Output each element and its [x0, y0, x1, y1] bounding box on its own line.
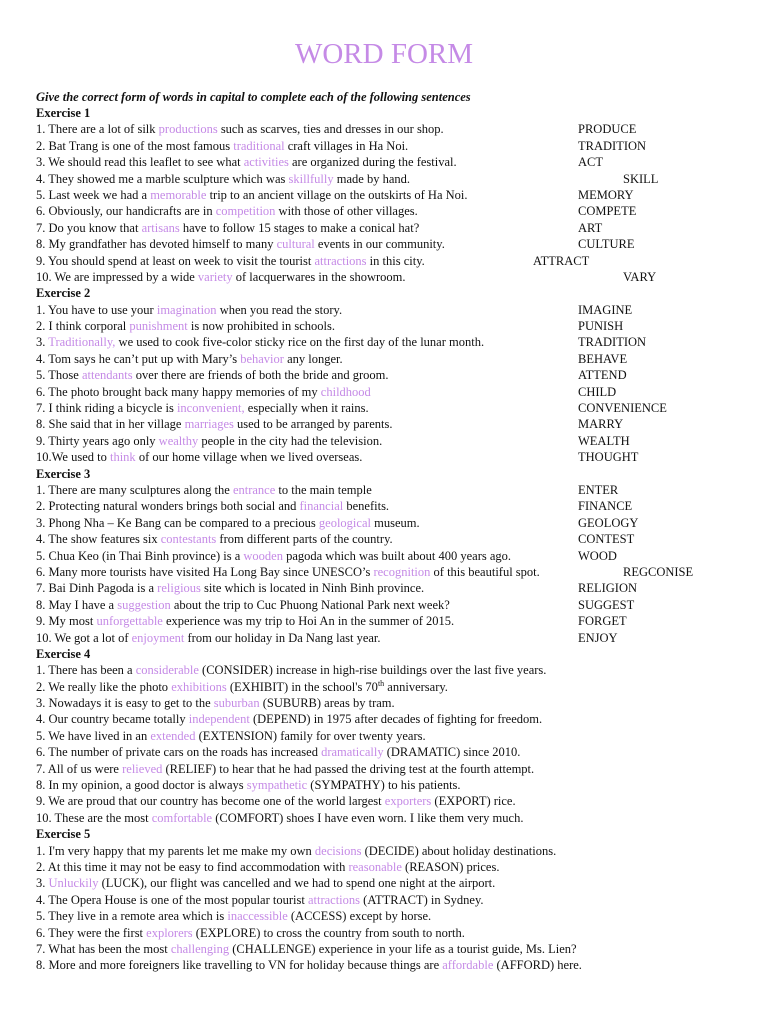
- sentence-text: 1. There are many sculptures along the entrance to the main temple: [36, 482, 372, 497]
- answer-word: Unluckily: [48, 876, 99, 891]
- exercise-heading-row: [0, 285, 768, 301]
- sentence-text: 10.We used to think of our home village when we lived overseas.: [36, 450, 363, 465]
- sentence-text: 1. You have to use your imagination when you read the story.: [36, 302, 343, 317]
- keyword-capital: GEOLOGY: [578, 515, 639, 530]
- exercise-item: [0, 630, 768, 646]
- exercise-item: [0, 236, 768, 252]
- exercise-heading: Exercise 5: [36, 827, 91, 842]
- sentence-text: 9. My most unforgettable experience was my trip to Hoi An in the summer of 2015.: [36, 614, 455, 629]
- answer-word: recognition: [373, 564, 431, 579]
- answer-word: traditional: [233, 138, 285, 153]
- answer-word: memorable: [150, 187, 207, 202]
- keyword-capital: SKILL: [623, 171, 659, 186]
- answer-word: geological: [318, 515, 371, 530]
- sentence-text: 6. Many more tourists have visited Ha Long Bay since UNESCO’s recognition of this beautiful spot.: [36, 564, 540, 579]
- keyword-capital: VARY: [623, 269, 657, 284]
- answer-word: marriages: [184, 417, 234, 432]
- exercise-item: [0, 728, 768, 744]
- exercise-item: [0, 138, 768, 154]
- sentence-text: 8. My grandfather has devoted himself to many cultural events in our community.: [36, 237, 445, 252]
- sentence-text: 6. The number of private cars on the roads has increased dramatically (DRAMATIC) since 2010.: [36, 745, 521, 760]
- keyword-capital: PUNISH: [578, 319, 624, 334]
- exercise-item: [0, 941, 768, 957]
- page-title: WORD FORM: [294, 38, 474, 70]
- keyword-capital: ACT: [578, 155, 603, 170]
- answer-word: productions: [158, 122, 218, 137]
- answer-word: exporters: [384, 794, 432, 809]
- exercise-item: [0, 351, 768, 367]
- exercise-item: [0, 334, 768, 350]
- sentence-text: 7. Bai Dinh Pagoda is a religious site which is located in Ninh Binh province.: [36, 581, 425, 596]
- answer-word: explorers: [146, 925, 193, 940]
- exercise-heading: Exercise 3: [36, 466, 91, 481]
- exercise-item: [0, 777, 768, 793]
- keyword-capital: TRADITION: [578, 138, 647, 153]
- keyword-capital: ART: [578, 220, 603, 235]
- exercise-item: [0, 367, 768, 383]
- exercise-item: [0, 695, 768, 711]
- answer-word: affordable: [442, 958, 494, 973]
- instruction-text: Give the correct form of words in capital to complete each of the following sentences: [36, 90, 471, 104]
- sentence-text: 5. Those attendants over there are friends of both the bride and groom.: [36, 368, 389, 383]
- sentence-text: 8. May I have a suggestion about the trip to Cuc Phuong National Park next week?: [36, 597, 450, 612]
- sentence-text: 3. Nowadays it is easy to get to the suburban (SUBURB) areas by tram.: [36, 696, 395, 711]
- sentence-text: 5. Last week we had a memorable trip to an ancient village on the outskirts of Ha Noi.: [36, 187, 468, 202]
- exercise-item: [0, 925, 768, 941]
- sentence-text: 2. We really like the photo exhibitions (EXHIBIT) in the school's 70th anniversary.: [36, 678, 448, 694]
- answer-word: attendants: [81, 368, 133, 383]
- keyword-capital: CULTURE: [578, 237, 635, 252]
- answer-word: enjoyment: [131, 630, 185, 645]
- ordinal-suffix: th: [377, 678, 385, 688]
- exercise-item: [0, 400, 768, 416]
- sentence-text: 5. They live in a remote area which is inaccessible (ACCESS) except by horse.: [36, 909, 432, 924]
- keyword-capital: REGCONISE: [623, 564, 694, 579]
- exercise-item: [0, 662, 768, 678]
- sentence-text: 9. Thirty years ago only wealthy people in the city had the television.: [36, 433, 383, 448]
- keyword-capital: WEALTH: [578, 433, 630, 448]
- sentence-text: 1. I'm very happy that my parents let me make my own decisions (DECIDE) about holiday destinations.: [36, 843, 557, 858]
- sentence-text: 5. We have lived in an extended (EXTENSION) family for over twenty years.: [36, 728, 426, 743]
- sentence-text: 4. The Opera House is one of the most popular tourist attractions (ATTRACT) in Sydney.: [36, 892, 484, 907]
- sentence-text: 2. Bat Trang is one of the most famous traditional craft villages in Ha Noi.: [36, 138, 409, 153]
- exercise-item: [0, 498, 768, 514]
- exercise-heading-row: [0, 646, 768, 662]
- exercise-item: [0, 203, 768, 219]
- sentence-text: 7. I think riding a bicycle is inconvenient, especially when it rains.: [36, 401, 369, 416]
- keyword-capital: CONVENIENCE: [578, 401, 667, 416]
- sentence-text: 1. There has been a considerable (CONSIDER) increase in high-rise buildings over the last five years.: [36, 663, 547, 678]
- keyword-capital: CONTEST: [578, 532, 635, 547]
- answer-word: dramatically: [321, 745, 384, 760]
- answer-word: inconvenient,: [176, 401, 245, 416]
- answer-word: think: [109, 450, 136, 465]
- answer-word: wealthy: [158, 433, 199, 448]
- sentence-text: 9. You should spend at least on week to visit the tourist attractions in this city.: [36, 253, 425, 268]
- answer-word: contestants: [160, 532, 217, 547]
- sentence-text: 3. Phong Nha – Ke Bang can be compared to a precious geological museum.: [36, 515, 420, 530]
- sentence-text: 10. We are impressed by a wide variety of lacquerwares in the showroom.: [36, 269, 406, 284]
- sentence-text: 1. There are a lot of silk productions such as scarves, ties and dresses in our shop.: [36, 122, 444, 137]
- exercise-heading: Exercise 4: [36, 646, 91, 661]
- exercise-heading: Exercise 2: [36, 286, 91, 301]
- exercise-item: [0, 433, 768, 449]
- exercise-item: [0, 548, 768, 564]
- answer-word: considerable: [135, 663, 199, 678]
- sentence-text: 10. These are the most comfortable (COMFORT) shoes I have even worn. I like them very much.: [36, 810, 524, 825]
- sentence-text: 7. All of us were relieved (RELIEF) to hear that he had passed the driving test at the fourth attempt.: [36, 761, 535, 776]
- exercise-item: [0, 744, 768, 760]
- answer-word: variety: [197, 269, 233, 284]
- exercise-item: [0, 269, 768, 285]
- answer-word: challenging: [170, 941, 230, 956]
- keyword-capital: BEHAVE: [578, 351, 628, 366]
- exercise-item: [0, 843, 768, 859]
- answer-word: childhood: [320, 384, 371, 399]
- exercise-item: [0, 564, 768, 580]
- keyword-capital: MEMORY: [578, 187, 634, 202]
- keyword-capital: RELIGION: [578, 581, 638, 596]
- keyword-capital: MARRY: [578, 417, 624, 432]
- sentence-text: 8. More and more foreigners like travelling to VN for holiday because things are affordable (AFFORD) here.: [36, 958, 582, 973]
- exercise-item: [0, 384, 768, 400]
- sentence-text: 2. At this time it may not be easy to find accommodation with reasonable (REASON) prices.: [36, 859, 500, 874]
- keyword-capital: SUGGEST: [578, 597, 635, 612]
- exercise-item: [0, 892, 768, 908]
- answer-word: exhibitions: [171, 679, 227, 694]
- exercise-heading-row: [0, 466, 768, 482]
- exercise-item: [0, 711, 768, 727]
- answer-word: behavior: [240, 351, 284, 366]
- exercise-item: [0, 597, 768, 613]
- sentence-text: 3. Traditionally, we used to cook five-color sticky rice on the first day of the lunar month.: [36, 335, 485, 350]
- exercise-item: [0, 449, 768, 465]
- answer-word: extended: [150, 728, 196, 743]
- keyword-capital: ATTRACT: [533, 253, 590, 268]
- answer-word: inaccessible: [227, 909, 288, 924]
- answer-word: activities: [243, 155, 289, 170]
- sentence-text: 8. In my opinion, a good doctor is always sympathetic (SYMPATHY) to his patients.: [36, 778, 461, 793]
- exercise-item: [0, 908, 768, 924]
- answer-word: financial: [299, 499, 344, 514]
- answer-word: attractions: [314, 253, 367, 268]
- exercise-item: [0, 875, 768, 891]
- exercise-item: [0, 515, 768, 531]
- sentence-text: 9. We are proud that our country has become one of the world largest exporters (EXPORT) rice.: [36, 794, 516, 809]
- sentence-text: 3. Unluckily (LUCK), our flight was cancelled and we had to spend one night at the airport.: [36, 876, 496, 891]
- exercise-item: [0, 121, 768, 137]
- sentence-text: 7. What has been the most challenging (CHALLENGE) experience in your life as a tourist guide, Ms. Lien?: [36, 941, 577, 956]
- exercise-item: [0, 810, 768, 826]
- sentence-text: 3. We should read this leaflet to see what activities are organized during the festival.: [36, 155, 457, 170]
- keyword-capital: CHILD: [578, 384, 617, 399]
- exercise-item: [0, 580, 768, 596]
- sentence-text: 6. The photo brought back many happy memories of my childhood: [36, 384, 371, 399]
- exercise-item: [0, 220, 768, 236]
- exercise-item: [0, 531, 768, 547]
- exercise-item: [0, 253, 768, 269]
- answer-word: reasonable: [348, 859, 402, 874]
- keyword-capital: THOUGHT: [578, 450, 639, 465]
- sentence-text: 6. They were the first explorers (EXPLORE) to cross the country from south to north.: [36, 925, 465, 940]
- exercise-heading-row: [0, 826, 768, 842]
- exercise-item: [0, 761, 768, 777]
- answer-word: suggestion: [117, 597, 171, 612]
- sentence-text: 4. Our country became totally independent (DEPEND) in 1975 after decades of fighting for freedom.: [36, 712, 543, 727]
- sentence-text: 2. I think corporal punishment is now prohibited in schools.: [36, 319, 335, 334]
- sentence-text: 5. Chua Keo (in Thai Binh province) is a wooden pagoda which was built about 400 years ago.: [36, 548, 512, 563]
- exercise-item: [0, 187, 768, 203]
- answer-word: comfortable: [151, 810, 213, 825]
- sentence-text: 4. They showed me a marble sculpture which was skillfully made by hand.: [36, 171, 411, 186]
- sentence-text: 2. Protecting natural wonders brings both social and financial benefits.: [36, 499, 390, 514]
- answer-word: entrance: [232, 482, 276, 497]
- exercise-item: [0, 859, 768, 875]
- answer-word: skillfully: [288, 171, 334, 186]
- sentence-text: 4. The show features six contestants from different parts of the country.: [36, 532, 393, 547]
- keyword-capital: WOOD: [578, 548, 617, 563]
- exercise-item: [0, 957, 768, 973]
- answer-word: independent: [188, 712, 250, 727]
- answer-word: sympathetic: [246, 778, 308, 793]
- exercise-item: [0, 318, 768, 334]
- exercise-heading-row: [0, 105, 768, 121]
- answer-word: unforgettable: [96, 614, 163, 629]
- sentence-text: 10. We got a lot of enjoyment from our holiday in Da Nang last year.: [36, 630, 381, 645]
- exercise-item: [0, 416, 768, 432]
- answer-word: religious: [157, 581, 201, 596]
- answer-word: decisions: [314, 843, 362, 858]
- keyword-capital: FINANCE: [578, 499, 633, 514]
- exercise-item: [0, 154, 768, 170]
- answer-word: competition: [215, 204, 276, 219]
- answer-word: attractions: [307, 892, 361, 907]
- answer-word: Traditionally,: [48, 335, 116, 350]
- keyword-capital: ENJOY: [578, 630, 618, 645]
- keyword-capital: TRADITION: [578, 335, 647, 350]
- keyword-capital: ENTER: [578, 482, 619, 497]
- sentence-text: 7. Do you know that artisans have to follow 15 stages to make a conical hat?: [36, 220, 420, 235]
- exercise-item: [0, 482, 768, 498]
- sentence-text: 6. Obviously, our handicrafts are in competition with those of other villages.: [36, 204, 418, 219]
- answer-word: suburban: [213, 696, 260, 711]
- exercise-item: [0, 171, 768, 187]
- keyword-capital: FORGET: [578, 614, 627, 629]
- keyword-capital: PRODUCE: [578, 122, 637, 137]
- answer-word: artisans: [141, 220, 180, 235]
- exercise-item: [0, 793, 768, 809]
- keyword-capital: IMAGINE: [578, 302, 633, 317]
- answer-word: cultural: [276, 237, 315, 252]
- exercise-list: [0, 105, 768, 974]
- answer-word: relieved: [122, 761, 163, 776]
- sentence-text: 4. Tom says he can’t put up with Mary’s behavior any longer.: [36, 351, 343, 366]
- exercise-item: [0, 679, 768, 695]
- answer-word: imagination: [156, 302, 217, 317]
- keyword-capital: COMPETE: [578, 204, 637, 219]
- answer-word: punishment: [129, 319, 188, 334]
- exercise-heading: Exercise 1: [36, 106, 91, 120]
- exercise-item: [0, 302, 768, 318]
- keyword-capital: ATTEND: [578, 368, 627, 383]
- exercise-item: [0, 613, 768, 629]
- sentence-text: 8. She said that in her village marriages used to be arranged by parents.: [36, 417, 393, 432]
- answer-word: wooden: [243, 548, 283, 563]
